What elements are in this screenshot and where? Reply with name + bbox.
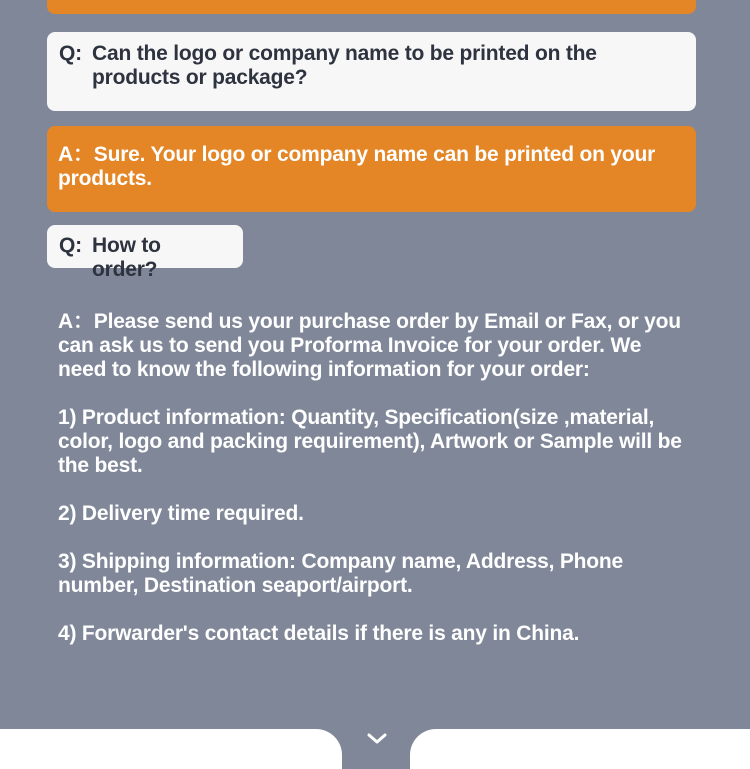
previous-answer-card [47, 0, 696, 14]
chevron-down-icon[interactable] [366, 732, 388, 746]
answer-item-product-info: 1) Product information: Quantity, Specification(size ,material, color, logo and packing requirement), Artwork or Sample will be the best. [58, 406, 682, 477]
question-text: Can the logo or company name to be printed on the products or package? [92, 42, 597, 89]
answer-card-logo [47, 126, 696, 212]
answer-item-forwarder: 4) Forwarder's contact details if there is any in China. [58, 622, 580, 645]
bottom-tab-left [0, 729, 342, 769]
question-card-order [47, 225, 243, 281]
question-prefix: Q: [59, 42, 82, 65]
bottom-tab-right [410, 729, 750, 769]
answer-order [58, 310, 688, 670]
question-prefix: Q: [59, 234, 82, 257]
answer-text: A：Sure. Your logo or company name can be printed on your products. [58, 143, 656, 190]
question-text: How to order? [92, 234, 161, 281]
answer-item-shipping-info: 3) Shipping information: Company name, Address, Phone number, Destination seaport/airport. [58, 550, 624, 597]
answer-item-delivery-time: 2) Delivery time required. [58, 502, 304, 525]
question-card-logo [47, 32, 696, 111]
answer-intro: A：Please send us your purchase order by Email or Fax, or you can ask us to send you Proforma Invoice for your order. We need to know the following information for your order: [58, 310, 681, 381]
